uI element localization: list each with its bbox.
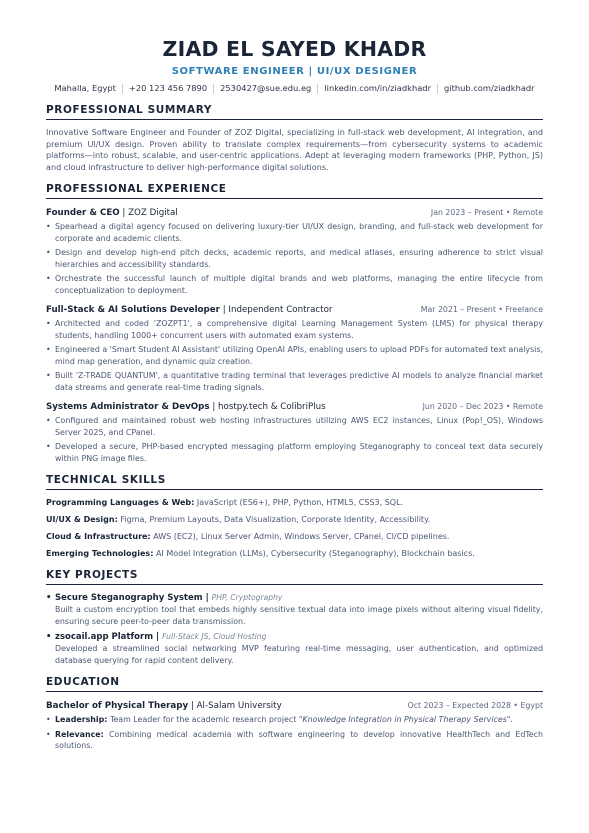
job-entry	[46, 401, 543, 464]
section-title-projects: KEY PROJECTS	[46, 569, 543, 585]
skill-label: UI/UX & Design:	[46, 515, 118, 524]
project-entry	[46, 592, 543, 627]
list-item: • Architected and coded 'ZOZPT1', a comprehensive digital Learning Management System (LMS) for physical therapy students, handling 1000+ concurrent users with automated exam systems.	[46, 318, 543, 341]
contact-divider	[437, 84, 438, 94]
project-header	[46, 631, 543, 643]
job-header	[46, 207, 543, 219]
job-header	[46, 304, 543, 316]
contact-linkedin[interactable]: linkedin.com/in/ziadkhadr	[324, 83, 431, 93]
job-entry	[46, 304, 543, 393]
skill-value: AWS (EC2), Linux Server Admin, Windows Server, CPanel, CI/CD pipelines.	[153, 532, 450, 541]
contact-divider	[122, 84, 123, 94]
candidate-role: SOFTWARE ENGINEER | UI/UX DESIGNER	[171, 66, 418, 77]
bullet-text: Combining medical academia with software engineering to develop innovative HealthTech and EdTech solutions.	[55, 729, 543, 750]
bullet-text: Team Leader for the academic research project	[109, 715, 297, 724]
contact-location: Mahalla, Egypt	[54, 83, 116, 93]
degree-title: Bachelor of Physical Therapy	[46, 701, 189, 711]
list-item: • Orchestrate the successful launch of multiple digital brands and web platforms, managing the entire lifecycle from conceptualization to deployment.	[46, 273, 543, 296]
list-item: • Developed a secure, PHP-based encrypted messaging platform employing Steganography to conceal text data securely within PNG image files.	[46, 441, 543, 464]
project-name: Secure Steganography System	[55, 593, 203, 603]
list-item: • Configured and maintained robust web hosting infrastructures utilizing AWS EC2 instances, Linux (Pop!_OS), Windows Server 2025, and CPanel.	[46, 415, 543, 438]
contact-bar	[46, 83, 543, 94]
project-separator: |	[205, 593, 209, 603]
project-tech: Full-Stack JS, Cloud Hosting	[162, 632, 267, 641]
job-org: | Independent Contractor	[222, 305, 333, 315]
job-org: | ZOZ Digital	[122, 208, 178, 218]
bullet-quote: "Knowledge Integration in Physical Therapy Services".	[298, 715, 513, 724]
list-item	[46, 714, 543, 726]
summary-text: Innovative Software Engineer and Founder of ZOZ Digital, specializing in full-stack web development, AI integration, and premium UI/UX design. Proven ability to translate complex requirements—from cybersecurity systems to academic platforms—into robust, scalable, and user-centric applications. Adept at leveraging modern frameworks (PHP, Python, JS) and cloud infrastructure to deliver high-performance digital solutions.	[46, 127, 543, 172]
project-name: zsocail.app Platform	[55, 632, 154, 642]
candidate-name: ZIAD EL SAYED KHADR	[162, 37, 427, 61]
section-title-education: EDUCATION	[46, 676, 543, 692]
contact-divider	[213, 84, 214, 94]
job-entry	[46, 207, 543, 296]
project-header	[46, 592, 543, 604]
list-item: • Built 'Z-TRADE QUANTUM', a quantitative trading terminal that leverages predictive AI models to analyze financial market data streams and generate real-time trading signals.	[46, 370, 543, 393]
education-dates: Oct 2023 – Expected 2028 • Egypt	[407, 701, 543, 710]
section-title-skills: TECHNICAL SKILLS	[46, 474, 543, 490]
skill-row	[46, 497, 543, 508]
job-header	[46, 401, 543, 413]
job-title: Full-Stack & AI Solutions Developer	[46, 305, 220, 315]
project-entry	[46, 631, 543, 666]
contact-phone: +20 123 456 7890	[128, 83, 208, 93]
section-title-summary: PROFESSIONAL SUMMARY	[46, 104, 543, 120]
project-separator: |	[156, 632, 160, 642]
skill-value: JavaScript (ES6+), PHP, Python, HTML5, CSS3, SQL.	[196, 498, 404, 507]
list-item	[46, 729, 543, 752]
list-item: • Spearhead a digital agency focused on delivering luxury-tier UI/UX design, branding, and full-stack web development for corporate and academic clients.	[46, 221, 543, 244]
job-dates: Jun 2020 – Dec 2023 • Remote	[422, 402, 543, 411]
bullet-label: Relevance:	[55, 729, 104, 739]
skill-label: Emerging Technologies:	[46, 549, 154, 558]
skill-value: AI Model Integration (LLMs), Cybersecurity (Steganography), Blockchain basics.	[155, 549, 475, 558]
skill-row	[46, 548, 543, 559]
education-entry	[46, 700, 543, 752]
skill-row	[46, 531, 543, 542]
skill-value: Figma, Premium Layouts, Data Visualization, Corporate Identity, Accessibility.	[120, 515, 431, 524]
skills-list	[46, 497, 543, 559]
job-title: Founder & CEO	[46, 208, 120, 218]
list-item: • Engineered a 'Smart Student AI Assistant' utilizing OpenAI APIs, enabling users to upload PDFs for automated text analysis, mind map generation, and dynamic quiz creation.	[46, 344, 543, 367]
skill-row	[46, 514, 543, 525]
job-org: | hostpy.tech & ColibriPlus	[212, 402, 326, 412]
project-tech: PHP, Cryptography	[211, 593, 283, 602]
skill-label: Cloud & Infrastructure:	[46, 532, 151, 541]
skill-label: Programming Languages & Web:	[46, 498, 195, 507]
contact-github[interactable]: github.com/ziadkhadr	[444, 83, 535, 93]
contact-email[interactable]: 2530427@sue.edu.eg	[220, 83, 312, 93]
list-item: • Design and develop high-end pitch decks, academic reports, and medical atlases, ensuring adherence to strict visual hierarchies and accessibility standards.	[46, 247, 543, 270]
job-title: Systems Administrator & DevOps	[46, 402, 210, 412]
job-dates: Jan 2023 – Present • Remote	[430, 208, 543, 217]
project-description: Built a custom encryption tool that embeds highly sensitive textual data into image pixels without altering visual fidelity, ensuring secure peer-to-peer data transmission.	[55, 605, 543, 626]
contact-divider	[317, 84, 318, 94]
education-header	[46, 700, 543, 712]
project-description: Developed a streamlined social networking MVP featuring real-time messaging, user authentication, and optimized database querying for rapid content delivery.	[55, 644, 543, 665]
bullet-label: Leadership:	[55, 715, 108, 724]
job-dates: Mar 2021 – Present • Freelance	[420, 305, 543, 314]
section-title-experience: PROFESSIONAL EXPERIENCE	[46, 183, 543, 199]
school-name: | Al-Salam University	[190, 701, 282, 711]
